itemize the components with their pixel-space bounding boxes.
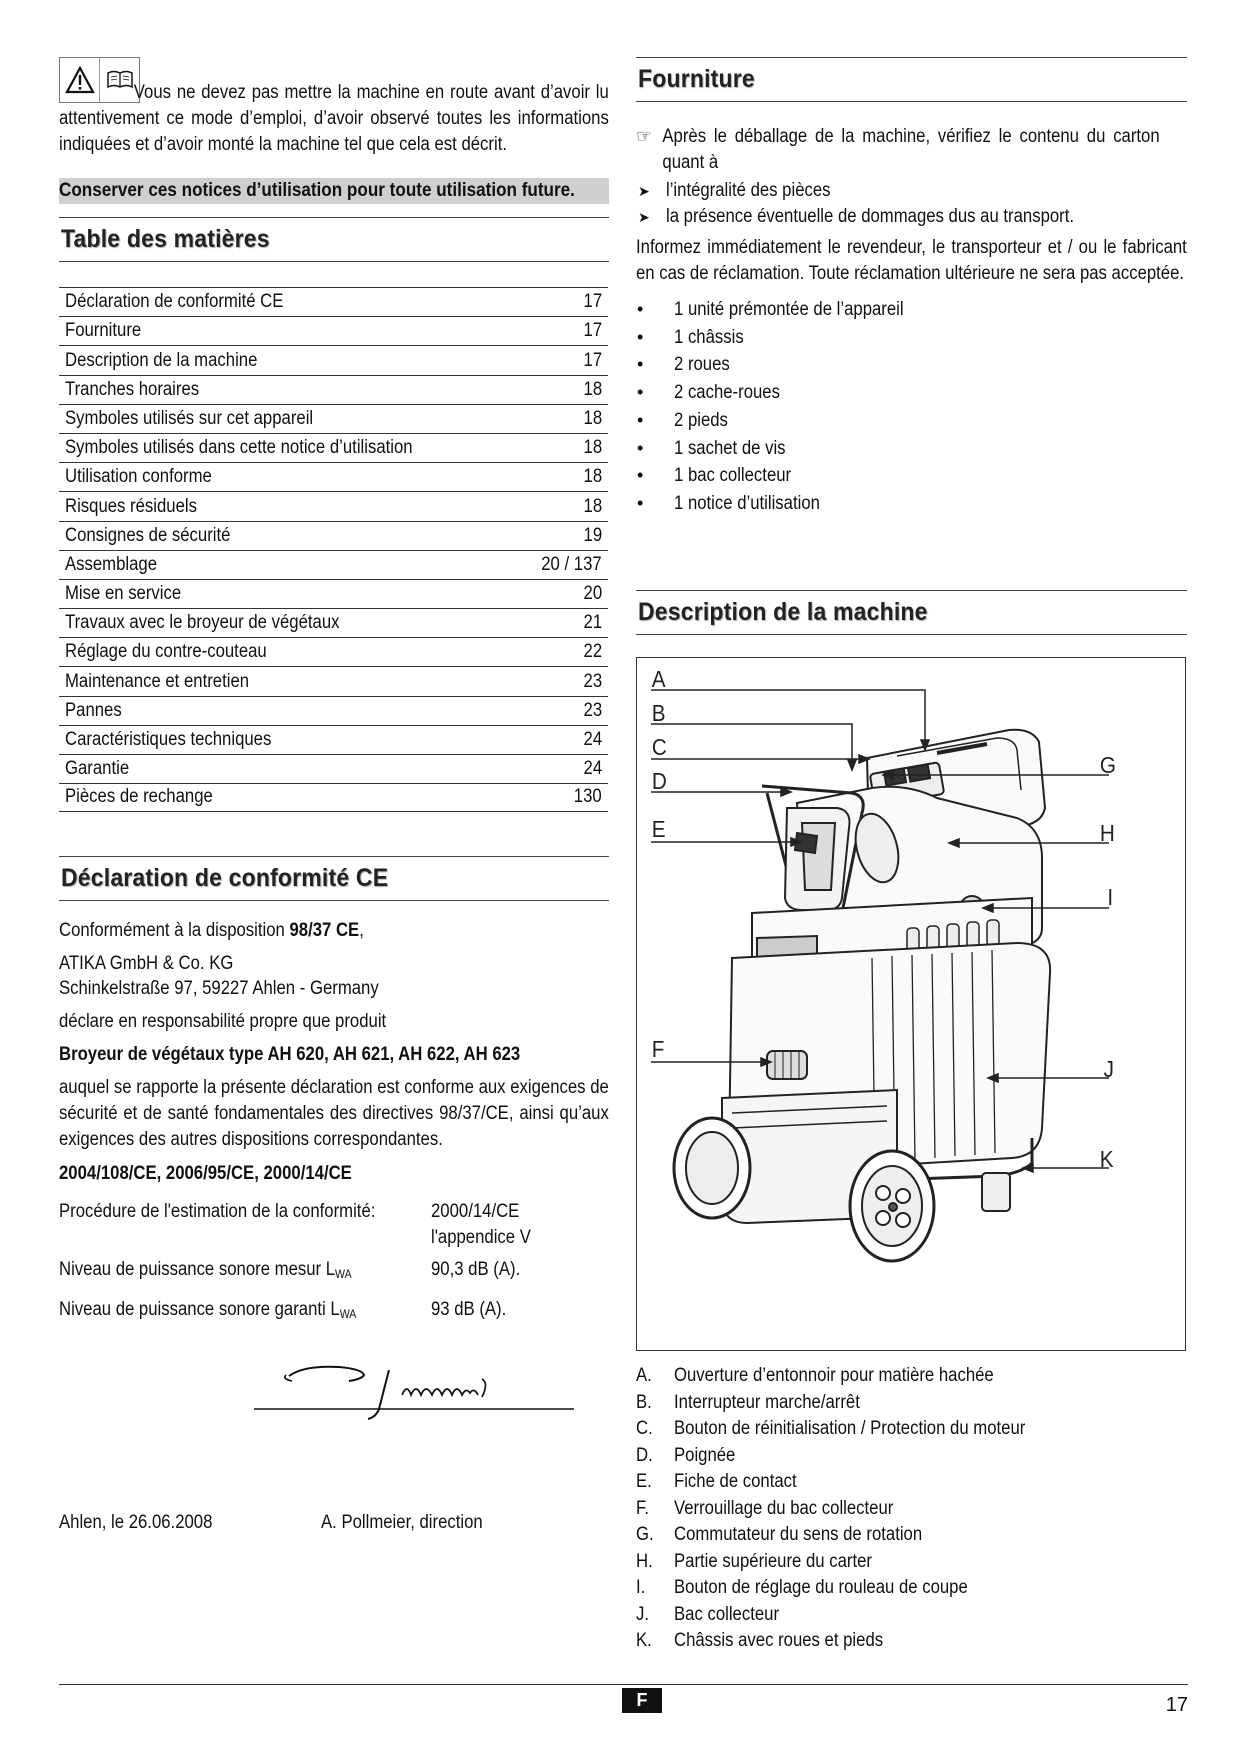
toc-entry-title: Pannes — [65, 699, 122, 721]
fourniture-header — [636, 57, 1187, 102]
figure-label: J — [1103, 1056, 1114, 1082]
language-badge: F — [622, 1688, 662, 1713]
legend-row — [636, 1496, 1187, 1523]
legend-text: Verrouillage du bac collecteur — [674, 1497, 894, 1519]
toc-entry-page: 18 — [583, 378, 602, 400]
delivery-item: • 2 cache-roues — [636, 379, 1187, 407]
company-name: ATIKA GmbH & Co. KG — [59, 953, 234, 975]
company-address: Schinkelstraße 97, 59227 Ahlen - Germany — [59, 978, 379, 1000]
toc-row — [59, 579, 608, 608]
toc-row — [59, 754, 608, 783]
table-of-contents — [59, 287, 608, 812]
toc-entry-page: 18 — [583, 495, 602, 517]
toc-entry-page: 23 — [583, 670, 602, 692]
legend-text: Bouton de réglage du rouleau de coupe — [674, 1577, 968, 1598]
toc-row — [59, 666, 608, 695]
conformity-text: auquel se rapporte la présente déclaration est conforme aux exigences de sécurité et de santé fondamentales des directives 98/37/CE, ainsi qu’aux exigences des autres dispositions correspondantes. — [59, 1077, 609, 1151]
delivery-item: • 1 sachet de vis — [636, 435, 1187, 463]
signatory: A. Pollmeier, direction — [321, 1512, 483, 1533]
figure-label: G — [1099, 752, 1116, 778]
toc-row — [59, 696, 608, 725]
toc-entry-title: Garantie — [65, 758, 130, 780]
toc-entry-page: 130 — [574, 786, 602, 808]
description-header — [636, 590, 1187, 635]
toc-entry-page: 18 — [583, 437, 602, 459]
figure-label: B — [651, 700, 666, 726]
legend-row — [636, 1628, 1187, 1655]
figure-legend — [636, 1363, 1187, 1655]
procedure-row: Procédure de l'estimation de la conformité: 2000/14/CE l'appendice V — [59, 1201, 531, 1249]
legend-text: Poignée — [674, 1444, 736, 1466]
legend-row — [636, 1443, 1187, 1470]
legend-letter: F. — [636, 1497, 650, 1519]
legend-letter: D. — [636, 1444, 653, 1466]
toc-row — [59, 550, 608, 579]
legend-text: Fiche de contact — [674, 1471, 797, 1492]
check-intro-block — [636, 124, 1187, 176]
legend-letter: A. — [636, 1365, 652, 1386]
check-list — [636, 178, 1187, 230]
toc-entry-title: Réglage du contre-couteau — [65, 641, 267, 663]
legend-letter: J. — [636, 1603, 650, 1625]
declaration-body — [59, 918, 609, 1327]
signature-image — [244, 1357, 584, 1432]
warning-text: Vous ne devez pas mettre la machine en route avant d’avoir lu attentivement ce mode d’emploi, d’avoir observé toutes les informations indiquées et d’avoir monté la machine tel que cela est décrit. — [59, 82, 609, 155]
legend-row — [636, 1390, 1187, 1417]
measured-sound-row: Niveau de puissance sonore mesur $L_{WA}$ 90,3 dB (A). — [59, 1259, 521, 1282]
legend-text: Partie supérieure du carter — [674, 1550, 872, 1572]
toc-entry-title: Maintenance et entretien — [65, 670, 250, 692]
legend-row — [636, 1522, 1187, 1549]
declaration-intro: Conformément à la disposition 98/37 CE, — [59, 920, 364, 942]
pointing-hand-icon: ☞ — [636, 126, 653, 146]
delivery-item: • 2 roues — [636, 351, 1187, 379]
machine-diagram — [636, 657, 1186, 1351]
delivery-item: • 1 bac collecteur — [636, 462, 1187, 490]
toc-row — [59, 433, 608, 462]
toc-entry-page: 19 — [583, 524, 602, 546]
toc-row — [59, 462, 608, 491]
directives-list: 2004/108/CE, 2006/95/CE, 2000/14/CE — [59, 1163, 352, 1185]
toc-entry-title: Assemblage — [65, 553, 158, 575]
product-name: Broyeur de végétaux type AH 620, AH 621, AH 622, AH 623 — [59, 1044, 521, 1066]
toc-entry-title: Pièces de rechange — [65, 786, 213, 808]
legend-letter: H. — [636, 1550, 653, 1572]
toc-row — [59, 316, 608, 345]
keep-instructions-note: Conserver ces notices d’utilisation pour toute utilisation future. — [59, 178, 609, 204]
toc-row — [59, 637, 608, 666]
legend-row — [636, 1363, 1187, 1390]
toc-entry-title: Consignes de sécurité — [65, 524, 231, 546]
toc-entry-title: Tranches horaires — [65, 378, 200, 400]
legend-row — [636, 1416, 1187, 1443]
toc-entry-title: Description de la machine — [65, 349, 258, 371]
legend-text: Ouverture d’entonnoir pour matière hachée — [674, 1365, 994, 1386]
toc-row — [59, 521, 608, 550]
legend-row — [636, 1602, 1187, 1629]
toc-row — [59, 783, 608, 812]
legend-text: Commutateur du sens de rotation — [674, 1524, 923, 1545]
toc-row — [59, 345, 608, 374]
check-item: ➤ la présence éventuelle de dommages dus au transport. — [636, 204, 1187, 230]
delivery-item: • 2 pieds — [636, 407, 1187, 435]
toc-entry-title: Caractéristiques techniques — [65, 729, 272, 750]
toc-entry-page: 21 — [583, 612, 602, 634]
toc-entry-title: Travaux avec le broyeur de végétaux — [65, 612, 340, 634]
figure-label: F — [651, 1036, 665, 1062]
legend-text: Châssis avec roues et pieds — [674, 1630, 884, 1651]
warning-block — [59, 57, 609, 158]
toc-entry-page: 22 — [583, 641, 602, 663]
delivery-items-list — [636, 296, 1187, 518]
legend-text: Interrupteur marche/arrêt — [674, 1391, 860, 1413]
description-title: Description de la machine — [638, 598, 928, 626]
toc-row — [59, 287, 608, 316]
legend-row — [636, 1575, 1187, 1602]
declaration-header — [59, 856, 609, 901]
toc-entry-page: 18 — [583, 466, 602, 488]
toc-row — [59, 608, 608, 637]
figure-label: I — [1107, 884, 1114, 910]
delivery-item: • 1 unité prémontée de l’appareil — [636, 296, 1187, 324]
toc-entry-page: 17 — [583, 291, 602, 313]
figure-label: K — [1099, 1146, 1114, 1172]
legend-letter: G. — [636, 1524, 654, 1545]
toc-entry-title: Symboles utilisés sur cet appareil — [65, 407, 314, 429]
legend-row — [636, 1549, 1187, 1576]
toc-row — [59, 375, 608, 404]
legend-letter: I. — [636, 1577, 646, 1598]
figure-label: A — [651, 666, 666, 692]
toc-row — [59, 491, 608, 520]
legend-letter: C. — [636, 1418, 653, 1439]
figure-label: H — [1099, 820, 1115, 846]
declares-text: déclare en responsabilité propre que produit — [59, 1011, 387, 1033]
fourniture-title: Fourniture — [638, 65, 755, 93]
toc-row — [59, 725, 608, 754]
page-number: 17 — [1165, 1694, 1188, 1716]
toc-entry-title: Risques résiduels — [65, 495, 197, 517]
check-intro: Après le déballage de la machine, vérifiez le contenu du carton quant à — [662, 126, 1160, 173]
toc-header — [59, 217, 609, 262]
toc-entry-page: 24 — [583, 729, 602, 750]
legend-letter: B. — [636, 1391, 652, 1413]
declaration-title: Déclaration de conformité CE — [61, 864, 389, 893]
legend-text: Bouton de réinitialisation / Protection du moteur — [674, 1418, 1026, 1439]
toc-entry-page: 20 — [583, 583, 602, 605]
footer-divider — [59, 1684, 1188, 1685]
toc-entry-page: 17 — [583, 349, 602, 371]
toc-entry-page: 20 / 137 — [541, 553, 602, 575]
right-column — [636, 57, 1187, 1651]
toc-row — [59, 404, 608, 433]
toc-entry-title: Déclaration de conformité CE — [65, 291, 284, 313]
toc-entry-page: 23 — [583, 699, 602, 721]
place-date: Ahlen, le 26.06.2008 — [59, 1512, 213, 1533]
toc-entry-page: 17 — [583, 320, 602, 342]
toc-entry-page: 24 — [583, 758, 602, 780]
toc-title: Table des matières — [61, 225, 270, 253]
figure-label: C — [651, 734, 667, 760]
legend-letter: E. — [636, 1471, 652, 1492]
left-column — [59, 57, 609, 1533]
toc-entry-page: 18 — [583, 407, 602, 429]
inform-text: Informez immédiatement le revendeur, le transporteur et / ou le fabricant en cas de réclamation. Toute réclamation ultérieure ne sera pas acceptée. — [636, 237, 1187, 284]
toc-entry-title: Symboles utilisés dans cette notice d’utilisation — [65, 437, 413, 459]
check-item: ➤ l’intégralité des pièces — [636, 178, 1187, 204]
toc-entry-title: Fourniture — [65, 320, 142, 342]
delivery-item: • 1 notice d’utilisation — [636, 490, 1187, 518]
toc-entry-title: Mise en service — [65, 583, 182, 605]
figure-label: E — [651, 816, 666, 842]
legend-text: Bac collecteur — [674, 1603, 780, 1625]
delivery-item: • 1 châssis — [636, 324, 1187, 352]
toc-entry-title: Utilisation conforme — [65, 466, 212, 488]
legend-row — [636, 1469, 1187, 1496]
figure-label: D — [651, 768, 667, 794]
guaranteed-sound-row: Niveau de puissance sonore garanti $L_{WA}$ 93 dB (A). — [59, 1299, 507, 1322]
legend-letter: K. — [636, 1630, 652, 1651]
